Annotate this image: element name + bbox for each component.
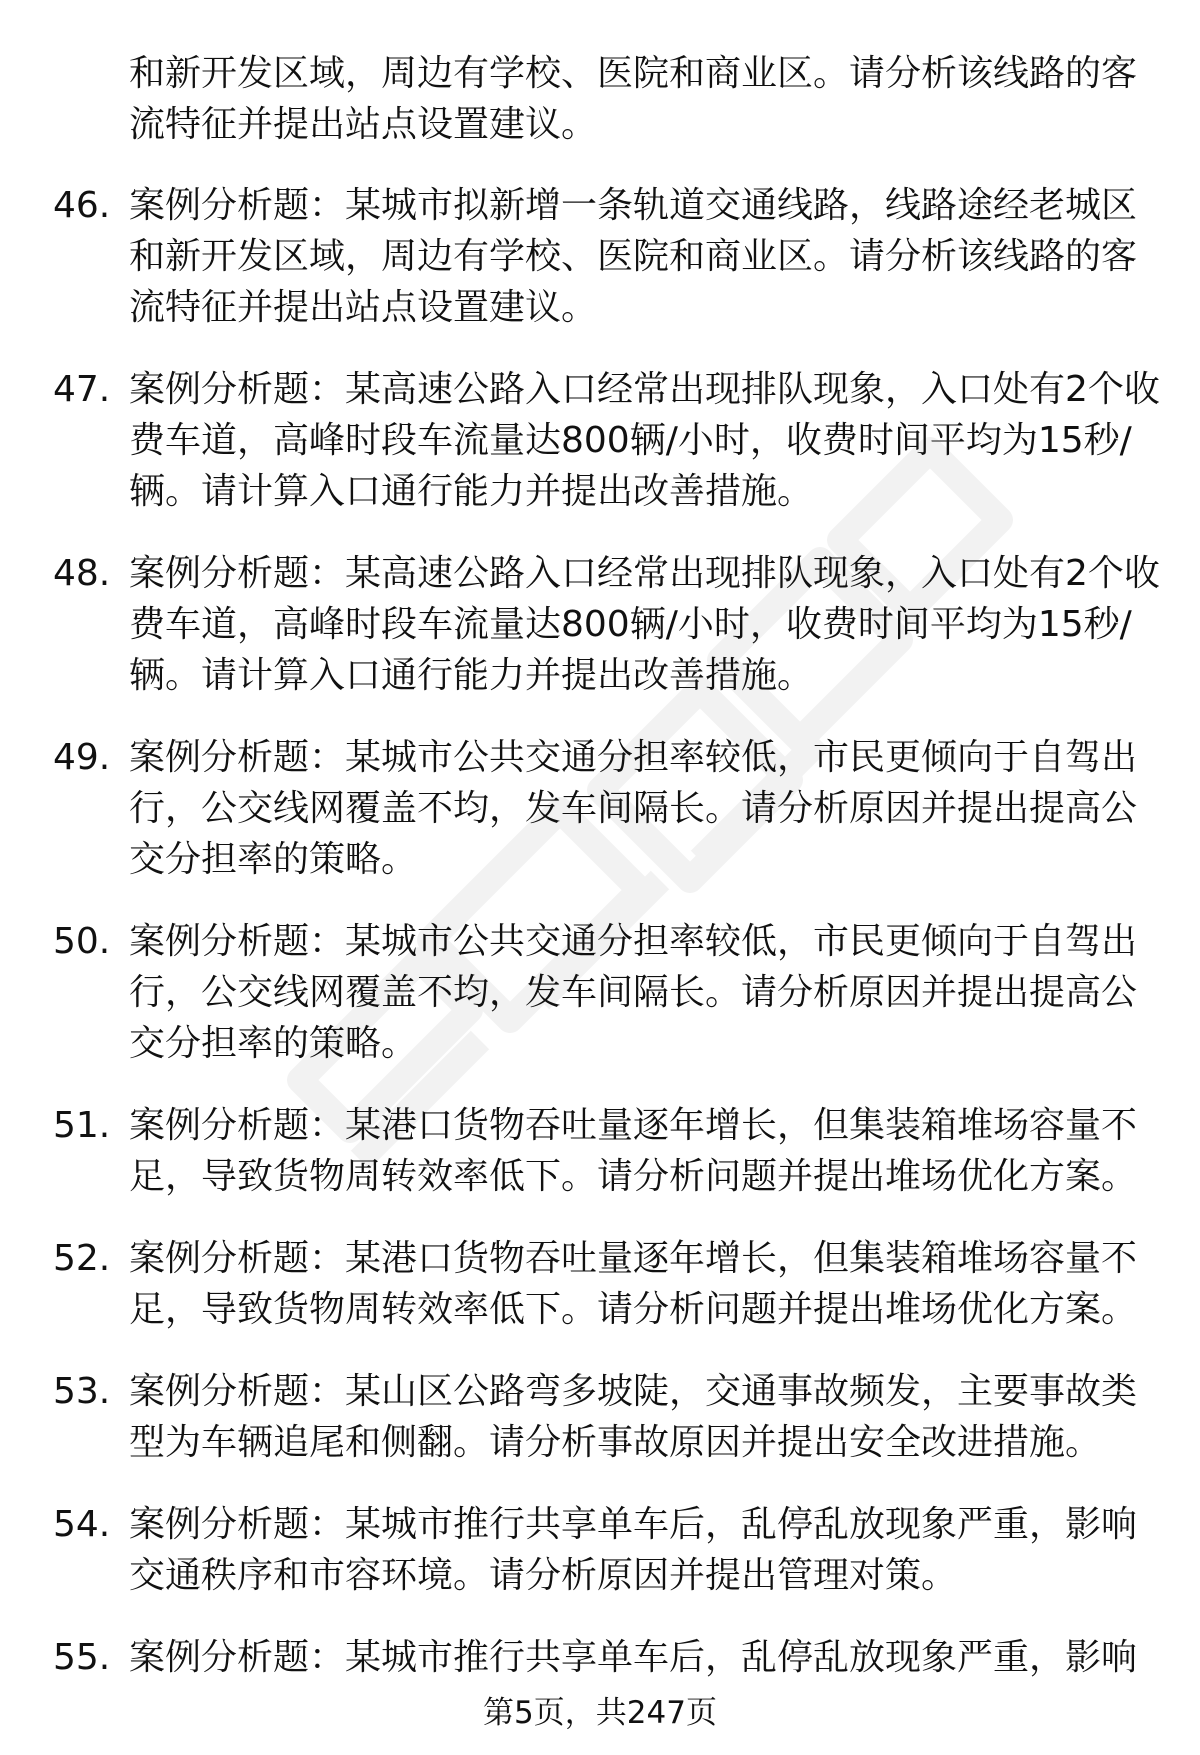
question-text: 案例分析题：某城市公共交通分担率较低，市民更倾向于自驾出行，公交线网覆盖不均，发车间隔长。请分析原因并提出提高公交分担率的策略。	[129, 737, 1138, 880]
question-item-47	[53, 364, 1169, 517]
question-item-52	[53, 1233, 1169, 1335]
question-text: 案例分析题：某港口货物吞吐量逐年增长，但集装箱堆场容量不足，导致货物周转效率低下。请分析问题并提出堆场优化方案。	[129, 1105, 1138, 1197]
question-number: 48.	[53, 553, 111, 594]
question-item-48	[53, 548, 1169, 701]
page-number-footer: 第5页，共247页	[483, 1695, 717, 1731]
document-body	[0, 48, 1200, 1714]
question-item-53	[53, 1366, 1169, 1468]
question-item-49	[53, 732, 1169, 885]
question-number: 52.	[53, 1238, 111, 1279]
question-number: 47.	[53, 369, 111, 410]
question-item-46	[53, 180, 1169, 333]
question-text: 案例分析题：某山区公路弯多坡陡，交通事故频发，主要事故类型为车辆追尾和侧翻。请分析事故原因并提出安全改进措施。	[129, 1371, 1138, 1463]
question-text: 案例分析题：某城市推行共享单车后，乱停乱放现象严重，影响交通秩序和市容环境。请分析原因并提出管理对策。	[129, 1504, 1138, 1596]
question-number: 54.	[53, 1504, 111, 1545]
question-item-55	[53, 1632, 1169, 1683]
question-number: 46.	[53, 185, 111, 226]
question-number: 51.	[53, 1105, 111, 1146]
question-item-51	[53, 1100, 1169, 1202]
question-text: 案例分析题：某港口货物吞吐量逐年增长，但集装箱堆场容量不足，导致货物周转效率低下。请分析问题并提出堆场优化方案。	[129, 1238, 1138, 1330]
question-item-54	[53, 1499, 1169, 1601]
continued-question-text: 和新开发区域，周边有学校、医院和商业区。请分析该线路的客流特征并提出站点设置建议。	[129, 53, 1138, 145]
question-text: 案例分析题：某城市公共交通分担率较低，市民更倾向于自驾出行，公交线网覆盖不均，发车间隔长。请分析原因并提出提高公交分担率的策略。	[129, 921, 1138, 1064]
question-number: 53.	[53, 1371, 111, 1412]
question-text: 案例分析题：某高速公路入口经常出现排队现象，入口处有2个收费车道，高峰时段车流量达800辆/小时，收费时间平均为15秒/辆。请计算入口通行能力并提出改善措施。	[129, 553, 1160, 696]
question-number: 55.	[53, 1637, 111, 1678]
question-number: 50.	[53, 921, 111, 962]
question-item-50	[53, 916, 1169, 1069]
question-text: 案例分析题：某城市推行共享单车后，乱停乱放现象严重，影响	[129, 1637, 1138, 1678]
question-number: 49.	[53, 737, 111, 778]
question-text: 案例分析题：某高速公路入口经常出现排队现象，入口处有2个收费车道，高峰时段车流量达800辆/小时，收费时间平均为15秒/辆。请计算入口通行能力并提出改善措施。	[129, 369, 1160, 512]
question-text: 案例分析题：某城市拟新增一条轨道交通线路，线路途经老城区和新开发区域，周边有学校、医院和商业区。请分析该线路的客流特征并提出站点设置建议。	[129, 185, 1138, 328]
